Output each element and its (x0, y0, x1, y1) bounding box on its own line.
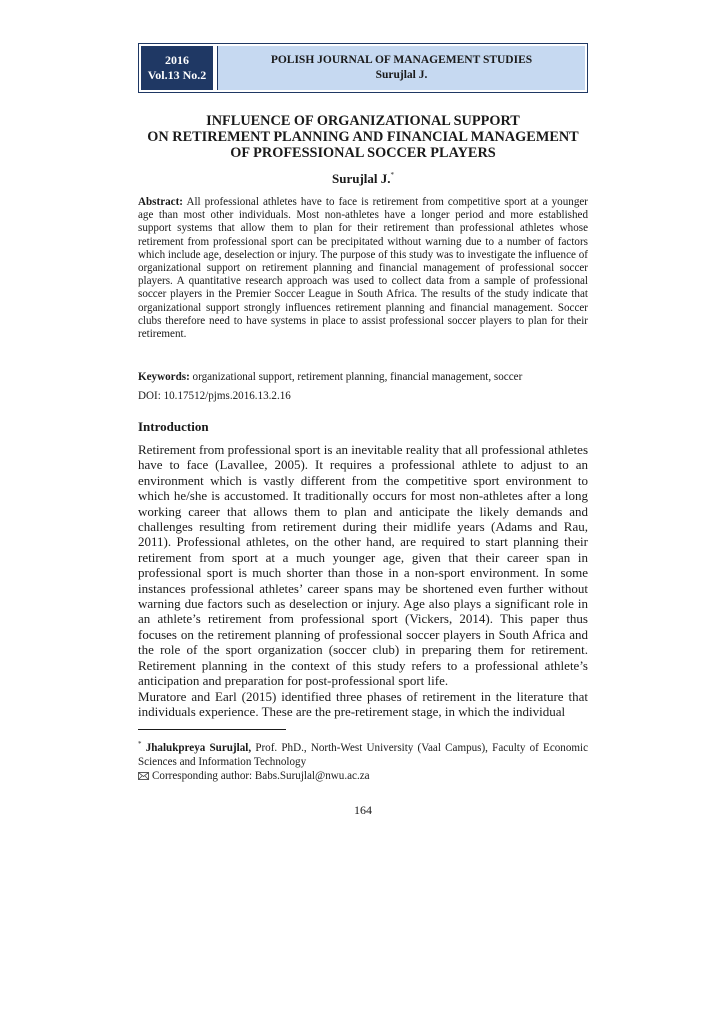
paper-title (138, 113, 588, 161)
footnote-author-name: Jhalukpreya Surujlal, (145, 742, 252, 754)
keywords-text: organizational support, retirement planning, financial management, soccer (192, 371, 523, 383)
title-line-2: ON RETIREMENT PLANNING AND FINANCIAL MANAGEMENT (147, 129, 579, 145)
author-footnote-mark: * (390, 171, 394, 179)
abstract-label: Abstract: (138, 196, 183, 208)
author-line (138, 171, 588, 187)
introduction-body (138, 442, 588, 719)
journal-box (217, 46, 585, 90)
footnote-affiliation: Prof. PhD., North-West University (Vaal Campus), Faculty of Economic Sciences and Information Technology (138, 742, 589, 768)
footnote-mark: * (138, 740, 142, 748)
paragraph-2: Muratore and Earl (2015) identified three phases of retirement in the literature that individuals experience. These are the pre-retirement stage, in which the individual (138, 688, 588, 719)
footnote (138, 737, 588, 783)
footnote-affiliation-line (138, 737, 588, 769)
corresponding-author[interactable]: Corresponding author: Babs.Surujlal@nwu.ac.za (152, 770, 370, 782)
abstract-text: All professional athletes have to face is retirement from competitive sport at a younger age than most other individuals. Most non-athletes have a longer period and more established support systems that allow them to plan for their retirement than professional athletes whose retirement from professional sport can be precipitated without warning due to a number of factors which include age, deselection or injury. The purpose of this study was to investigate the influence of organizational support on retirement planning and financial management of professional soccer players. A quantitative research approach was used to collect data from a sample of professional soccer players in the Premier Soccer League in South Africa. The results of the study indicate that organizational support strongly influences retirement planning and financial management. Soccer clubs therefore need to have systems in place to assist professional soccer players to plan for their retirement. (138, 196, 588, 341)
footnote-divider (138, 729, 286, 730)
journal-header (138, 43, 588, 93)
paragraph-1: Retirement from professional sport is an inevitable reality that all professional athletes have to face (Lavallee, 2005). It requires a professional athlete to adjust to an environment which is vastly different from the competitive sport environment to which he/she is accustomed. It traditionally occurs for most non-athletes after a long working career that allows them to plan and anticipate the likely demands and challenges resulting from retirement during their midlife years (Adams and Rau, 2011). Professional athletes, on the other hand, are required to start planning their retirement from sport at a much younger age, given that their career span in professional sport is much shorter than those in a non-sport environment. In some instances professional athletes’ career spans may be shortened even further without warning due factors such as deselection or injury. Age also plays a significant role in an athlete’s retirement from professional sport (Vickers, 2014). This paper thus focuses on the retirement planning of professional soccer players in South Africa and the role of the sport organization (soccer club) in preparing them for retirement. Retirement planning in the context of this study refers to a professional athlete’s anticipation and preparation for post-professional sport life. (138, 442, 588, 689)
title-line-1: INFLUENCE OF ORGANIZATIONAL SUPPORT (206, 113, 520, 129)
section-heading-introduction: Introduction (138, 419, 209, 434)
title-line-3: OF PROFESSIONAL SOCCER PLAYERS (230, 145, 496, 161)
author-name: Surujlal J. (331, 171, 391, 186)
doi: DOI: 10.17512/pjms.2016.13.2.16 (138, 390, 291, 402)
envelope-icon (138, 772, 149, 780)
keywords (138, 371, 588, 383)
header-volume: Vol.13 No.2 (147, 68, 207, 82)
footnote-corresponding-line (138, 769, 588, 783)
page-number: 164 (354, 803, 372, 817)
abstract (138, 196, 588, 341)
header-author: Surujlal J. (375, 69, 428, 81)
volume-box (139, 44, 215, 92)
header-year: 2016 (165, 53, 189, 67)
journal-name: POLISH JOURNAL OF MANAGEMENT STUDIES (270, 54, 533, 66)
keywords-label: Keywords: (138, 371, 190, 383)
